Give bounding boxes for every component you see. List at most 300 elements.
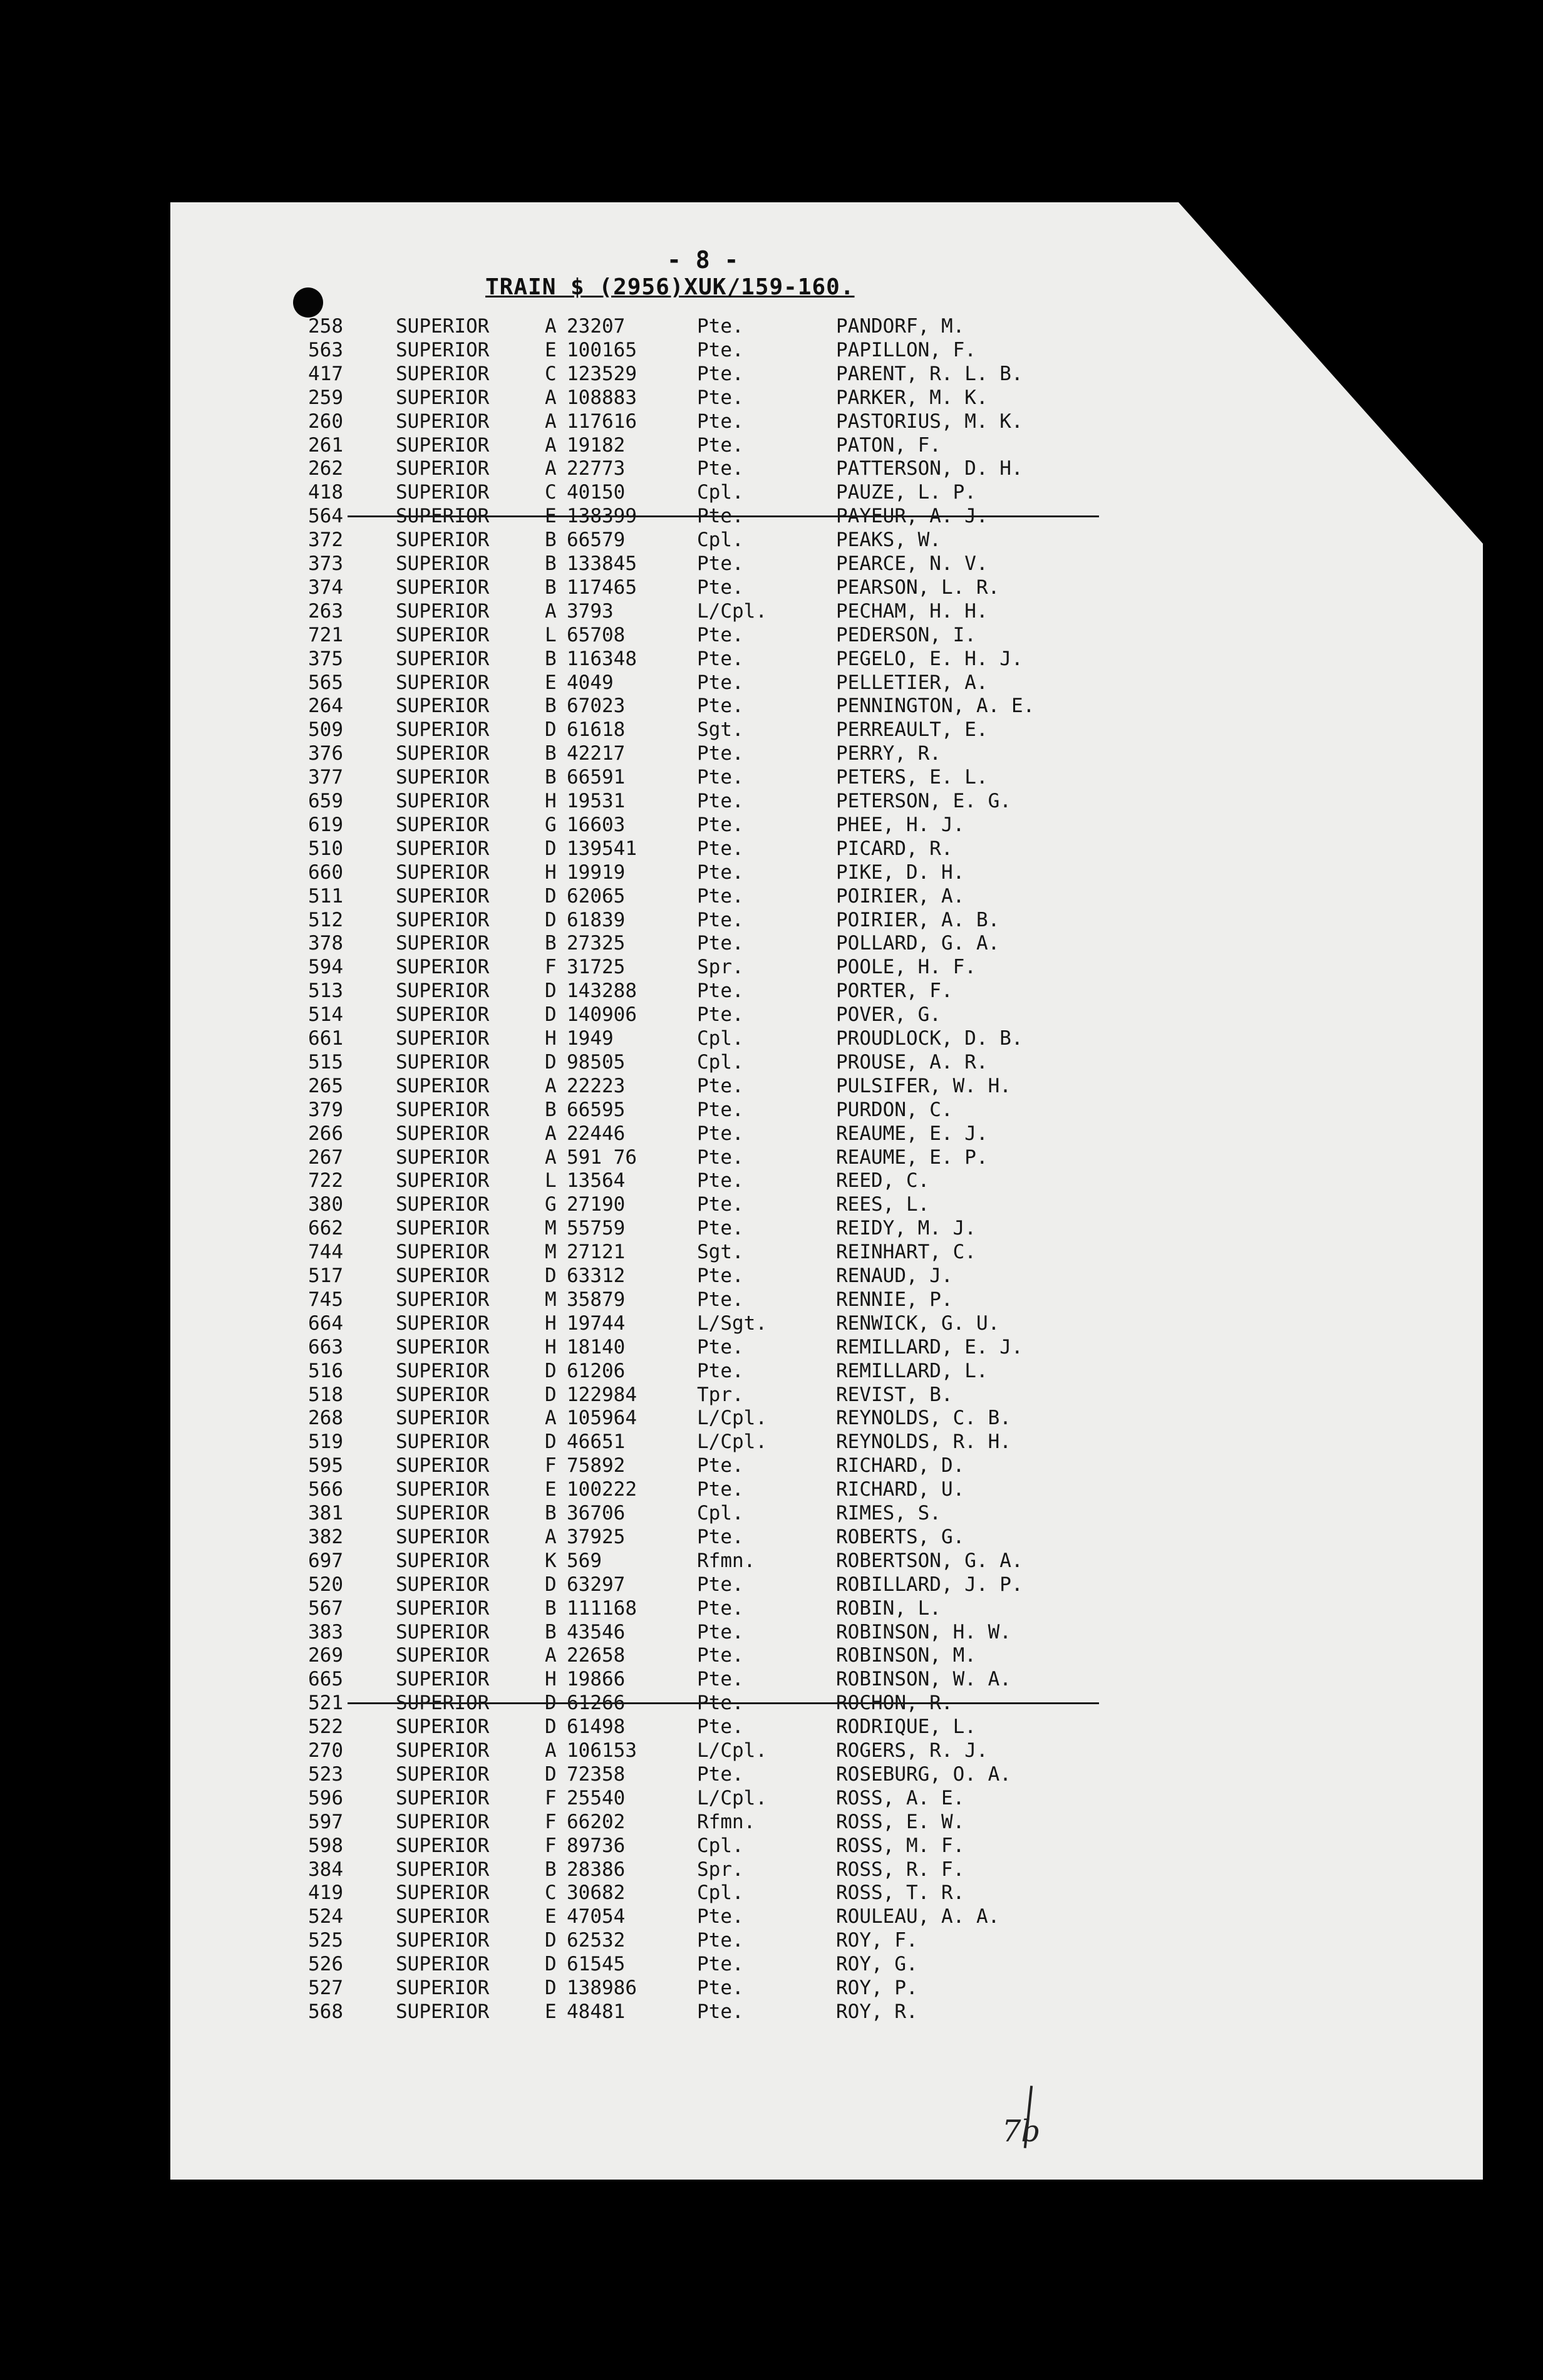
cell-coy: D [545,980,557,1003]
cell-num: 75892 [567,1454,626,1477]
cell-unit: SUPERIOR [396,1098,490,1121]
cell-no: 509 [308,718,343,742]
cell-unit: SUPERIOR [396,1929,490,1952]
cell-num: 122984 [567,1383,637,1406]
cell-no: 262 [308,457,343,480]
cell-rank: Sgt. [697,718,744,742]
cell-rank: Pte. [697,1454,744,1477]
cell-num: 72358 [567,1762,626,1786]
cell-name: PAUZE, L. P. [836,481,976,504]
cell-rank: Pte. [697,1074,744,1097]
cell-name: REED, C. [836,1169,930,1193]
cell-rank: Cpl. [697,1881,744,1905]
cell-no: 523 [308,1762,343,1786]
cell-rank: Pte. [697,647,744,670]
cell-unit: SUPERIOR [396,1620,490,1643]
cell-coy: G [545,1193,557,1216]
cell-unit: SUPERIOR [396,1977,490,1999]
cell-name: PATTERSON, D. H. [836,457,1023,480]
cell-no: 598 [308,1834,343,1857]
cell-unit: SUPERIOR [396,599,490,623]
cell-rank: L/Cpl. [697,599,767,623]
cell-name: PEGELO, E. H. J. [836,647,1023,670]
cell-num: 1949 [567,1027,614,1050]
cell-name: POLLARD, G. A. [836,932,1000,955]
cell-no: 519 [308,1431,343,1454]
cell-coy: F [545,1454,557,1477]
cell-num: 123529 [567,362,637,385]
cell-unit: SUPERIOR [396,410,490,433]
cell-coy: E [545,338,557,361]
cell-num: 27325 [567,932,626,955]
cell-rank: Pte. [697,1929,744,1952]
cell-unit: SUPERIOR [396,1169,490,1193]
cell-num: 569 [567,1549,602,1572]
cell-rank: L/Cpl. [697,1786,767,1809]
cell-no: 264 [308,695,343,718]
cell-no: 595 [308,1454,343,1477]
cell-coy: H [545,1335,557,1358]
cell-rank: Sgt. [697,1241,744,1264]
cell-num: 63297 [567,1573,626,1596]
cell-coy: B [545,1502,557,1524]
cell-coy: B [545,576,557,599]
cell-unit: SUPERIOR [396,1335,490,1358]
cell-rank: Tpr. [697,1383,744,1406]
cell-no: 524 [308,1905,343,1928]
cell-no: 663 [308,1335,343,1358]
cell-coy: M [545,1217,557,1240]
cell-rank: Pte. [697,1169,744,1193]
cell-no: 744 [308,1241,343,1264]
cell-rank: Pte. [697,1573,744,1596]
cell-no: 510 [308,837,343,860]
cell-num: 138399 [567,505,637,528]
cell-name: RICHARD, U. [836,1478,965,1501]
cell-no: 417 [308,362,343,385]
cell-no: 511 [308,884,343,908]
cell-unit: SUPERIOR [396,1193,490,1216]
cell-coy: A [545,433,557,457]
cell-num: 100165 [567,338,637,361]
cell-name: PERRY, R. [836,742,941,765]
cell-no: 384 [308,1858,343,1881]
cell-num: 43546 [567,1620,626,1643]
cell-num: 19744 [567,1312,626,1335]
cell-no: 527 [308,1977,343,1999]
cell-name: PEARCE, N. V. [836,552,988,575]
cell-coy: A [545,410,557,433]
cell-num: 31725 [567,956,626,979]
cell-coy: A [545,1074,557,1097]
cell-no: 260 [308,410,343,433]
cell-num: 67023 [567,695,626,718]
cell-no: 270 [308,1739,343,1762]
cell-unit: SUPERIOR [396,742,490,765]
cell-no: 525 [308,1929,343,1952]
cell-unit: SUPERIOR [396,884,490,908]
cell-unit: SUPERIOR [396,1383,490,1406]
cell-unit: SUPERIOR [396,1050,490,1074]
cell-num: 63312 [567,1265,626,1287]
cell-coy: A [545,599,557,623]
cell-rank: Spr. [697,1858,744,1881]
cell-unit: SUPERIOR [396,576,490,599]
cell-coy: D [545,1383,557,1406]
cell-coy: G [545,813,557,836]
cell-no: 516 [308,1359,343,1382]
cell-rank: Cpl. [697,1027,744,1050]
cell-name: REIDY, M. J. [836,1217,976,1240]
cell-num: 35879 [567,1288,626,1311]
cell-rank: Pte. [697,457,744,480]
cell-coy: D [545,1431,557,1454]
cell-coy: D [545,1692,557,1715]
cell-coy: E [545,505,557,528]
cell-num: 16603 [567,813,626,836]
cell-coy: A [545,1739,557,1762]
cell-unit: SUPERIOR [396,481,490,504]
cell-rank: Pte. [697,980,744,1003]
cell-unit: SUPERIOR [396,457,490,480]
cell-unit: SUPERIOR [396,362,490,385]
cell-unit: SUPERIOR [396,1454,490,1477]
cell-name: PARENT, R. L. B. [836,362,1023,385]
cell-name: ROSEBURG, O. A. [836,1762,1011,1786]
cell-num: 22446 [567,1122,626,1145]
cell-unit: SUPERIOR [396,647,490,670]
cell-unit: SUPERIOR [396,1668,490,1691]
cell-rank: Cpl. [697,1502,744,1524]
cell-name: PROUDLOCK, D. B. [836,1027,1023,1050]
cell-unit: SUPERIOR [396,1027,490,1050]
cell-unit: SUPERIOR [396,932,490,955]
cell-name: ROGERS, R. J. [836,1739,988,1762]
cell-name: PIKE, D. H. [836,861,965,884]
cell-name: PEDERSON, I. [836,623,976,646]
cell-coy: E [545,2000,557,2023]
cell-num: 65708 [567,623,626,646]
cell-name: POIRIER, A. [836,884,965,908]
cell-no: 659 [308,790,343,812]
cell-coy: A [545,315,557,338]
cell-num: 116348 [567,647,637,670]
cell-no: 418 [308,481,343,504]
cell-coy: D [545,837,557,860]
cell-unit: SUPERIOR [396,1407,490,1430]
cell-unit: SUPERIOR [396,695,490,718]
cell-rank: Pte. [697,813,744,836]
cell-coy: C [545,362,557,385]
cell-unit: SUPERIOR [396,956,490,979]
cell-coy: A [545,386,557,409]
cell-rank: Pte. [697,338,744,361]
cell-rank: Pte. [697,1098,744,1121]
cell-unit: SUPERIOR [396,813,490,836]
cell-rank: L/Cpl. [697,1407,767,1430]
cell-unit: SUPERIOR [396,766,490,789]
cell-no: 381 [308,1502,343,1524]
cell-num: 30682 [567,1881,626,1905]
cell-num: 105964 [567,1407,637,1430]
cell-name: PETERSON, E. G. [836,790,1011,812]
cell-num: 117616 [567,410,637,433]
cell-name: PAYEUR, A. J. [836,505,988,528]
cell-no: 522 [308,1715,343,1739]
cell-unit: SUPERIOR [396,1715,490,1739]
cell-rank: Pte. [697,671,744,694]
cell-num: 61266 [567,1692,626,1715]
cell-coy: A [545,1525,557,1548]
cell-no: 563 [308,338,343,361]
cell-num: 22658 [567,1644,626,1667]
cell-name: ROBINSON, H. W. [836,1620,1011,1643]
cell-name: PULSIFER, W. H. [836,1074,1011,1097]
cell-no: 261 [308,433,343,457]
page-number: - 8 - [667,246,739,274]
cell-unit: SUPERIOR [396,1502,490,1524]
cell-coy: B [545,1098,557,1121]
cell-no: 377 [308,766,343,789]
cell-num: 40150 [567,481,626,504]
cell-unit: SUPERIOR [396,1265,490,1287]
cell-rank: Pte. [697,576,744,599]
cell-name: PEAKS, W. [836,529,941,552]
cell-unit: SUPERIOR [396,1074,490,1097]
cell-coy: D [545,1003,557,1027]
cell-rank: L/Cpl. [697,1739,767,1762]
cell-coy: H [545,861,557,884]
cell-coy: A [545,457,557,480]
cell-unit: SUPERIOR [396,837,490,860]
cell-coy: F [545,1834,557,1857]
cell-num: 66591 [567,766,626,789]
cell-unit: SUPERIOR [396,1525,490,1548]
cell-num: 27190 [567,1193,626,1216]
cell-name: REMILLARD, E. J. [836,1335,1023,1358]
cell-no: 269 [308,1644,343,1667]
cell-unit: SUPERIOR [396,1573,490,1596]
cell-rank: Rfmn. [697,1549,756,1572]
punch-hole [293,287,323,318]
cell-name: REYNOLDS, C. B. [836,1407,1011,1430]
cell-name: ROSS, A. E. [836,1786,965,1809]
cell-num: 37925 [567,1525,626,1548]
cell-coy: B [545,1596,557,1620]
cell-num: 47054 [567,1905,626,1928]
cell-no: 564 [308,505,343,528]
cell-rank: Pte. [697,884,744,908]
cell-coy: B [545,742,557,765]
cell-no: 745 [308,1288,343,1311]
cell-coy: D [545,1359,557,1382]
cell-unit: SUPERIOR [396,315,490,338]
cell-rank: Rfmn. [697,1810,756,1833]
cell-no: 259 [308,386,343,409]
cell-no: 513 [308,980,343,1003]
cell-name: POVER, G. [836,1003,941,1027]
cell-name: ROBINSON, W. A. [836,1668,1011,1691]
cell-rank: Pte. [697,552,744,575]
cell-coy: B [545,932,557,955]
cell-num: 66579 [567,529,626,552]
cell-rank: Cpl. [697,1050,744,1074]
cell-rank: Pte. [697,1644,744,1667]
cell-name: RENNIE, P. [836,1288,953,1311]
cell-no: 376 [308,742,343,765]
cell-coy: F [545,956,557,979]
cell-num: 62065 [567,884,626,908]
cell-name: REMILLARD, L. [836,1359,988,1382]
cell-rank: Pte. [697,362,744,385]
cell-no: 512 [308,908,343,931]
cell-num: 139541 [567,837,637,860]
cell-num: 106153 [567,1739,637,1762]
cell-num: 100222 [567,1478,637,1501]
cell-coy: H [545,1312,557,1335]
cell-coy: H [545,790,557,812]
cell-num: 48481 [567,2000,626,2023]
cell-num: 140906 [567,1003,637,1027]
cell-unit: SUPERIOR [396,1858,490,1881]
cell-coy: B [545,695,557,718]
cell-coy: H [545,1668,557,1691]
cell-no: 521 [308,1692,343,1715]
cell-no: 379 [308,1098,343,1121]
cell-coy: B [545,766,557,789]
cell-num: 89736 [567,1834,626,1857]
cell-coy: A [545,1122,557,1145]
cell-num: 22223 [567,1074,626,1097]
cell-coy: A [545,1644,557,1667]
cell-coy: B [545,647,557,670]
cell-name: RENAUD, J. [836,1265,953,1287]
cell-no: 619 [308,813,343,836]
cell-rank: Pte. [697,1715,744,1739]
cell-no: 566 [308,1478,343,1501]
cell-unit: SUPERIOR [396,1549,490,1572]
cell-rank: Pte. [697,1288,744,1311]
document-page [170,202,1483,2180]
cell-unit: SUPERIOR [396,505,490,528]
cell-coy: L [545,1169,557,1193]
cell-no: 518 [308,1383,343,1406]
cell-unit: SUPERIOR [396,1881,490,1905]
cell-name: RIMES, S. [836,1502,941,1524]
cell-num: 62532 [567,1929,626,1952]
cell-rank: Pte. [697,861,744,884]
cell-unit: SUPERIOR [396,671,490,694]
cell-no: 665 [308,1668,343,1691]
cell-no: 597 [308,1810,343,1833]
cell-unit: SUPERIOR [396,433,490,457]
cell-num: 66202 [567,1810,626,1833]
cell-no: 520 [308,1573,343,1596]
cell-no: 375 [308,647,343,670]
cell-num: 61206 [567,1359,626,1382]
cell-name: PURDON, C. [836,1098,953,1121]
cell-name: PORTER, F. [836,980,953,1003]
cell-name: ROBERTS, G. [836,1525,965,1548]
cell-name: PROUSE, A. R. [836,1050,988,1074]
cell-num: 143288 [567,980,637,1003]
margin-note: 7b [1002,2114,1041,2149]
cell-name: PATON, F. [836,433,941,457]
cell-rank: Pte. [697,505,744,528]
cell-no: 515 [308,1050,343,1074]
cell-coy: M [545,1241,557,1264]
cell-coy: L [545,623,557,646]
cell-rank: Pte. [697,1525,744,1548]
cell-num: 4049 [567,671,614,694]
cell-no: 373 [308,552,343,575]
cell-num: 19919 [567,861,626,884]
cell-unit: SUPERIOR [396,980,490,1003]
cell-coy: D [545,1929,557,1952]
cell-rank: Pte. [697,410,744,433]
cell-no: 267 [308,1146,343,1169]
cell-unit: SUPERIOR [396,1003,490,1027]
cell-unit: SUPERIOR [396,1762,490,1786]
cell-unit: SUPERIOR [396,1692,490,1715]
cell-name: REINHART, C. [836,1241,976,1264]
cell-coy: D [545,908,557,931]
cell-name: ROY, P. [836,1977,918,1999]
cell-rank: Pte. [697,1265,744,1287]
cell-num: 25540 [567,1786,626,1809]
cell-unit: SUPERIOR [396,338,490,361]
cell-name: REVIST, B. [836,1383,953,1406]
cell-name: POOLE, H. F. [836,956,976,979]
cell-coy: M [545,1288,557,1311]
cell-coy: D [545,1762,557,1786]
cell-no: 661 [308,1027,343,1050]
cell-rank: Spr. [697,956,744,979]
cell-rank: Pte. [697,1193,744,1216]
cell-rank: Pte. [697,837,744,860]
cell-no: 266 [308,1122,343,1145]
cell-name: PERREAULT, E. [836,718,988,742]
cell-coy: K [545,1549,557,1572]
cell-no: 567 [308,1596,343,1620]
cell-rank: Pte. [697,386,744,409]
cell-unit: SUPERIOR [396,386,490,409]
cell-num: 108883 [567,386,637,409]
cell-no: 419 [308,1881,343,1905]
cell-coy: A [545,1146,557,1169]
cell-coy: D [545,1953,557,1976]
cell-num: 19531 [567,790,626,812]
train-header: TRAIN $ (2956)XUK/159-160. [485,274,855,300]
cell-name: ROBIN, L. [836,1596,941,1620]
cell-rank: Cpl. [697,1834,744,1857]
cell-unit: SUPERIOR [396,1596,490,1620]
cell-no: 382 [308,1525,343,1548]
cell-num: 27121 [567,1241,626,1264]
cell-unit: SUPERIOR [396,1288,490,1311]
cell-rank: Pte. [697,1953,744,1976]
cell-coy: E [545,1478,557,1501]
cell-name: PEARSON, L. R. [836,576,1000,599]
cell-rank: Pte. [697,623,744,646]
cell-num: 46651 [567,1431,626,1454]
cell-unit: SUPERIOR [396,1359,490,1382]
cell-unit: SUPERIOR [396,1810,490,1833]
cell-num: 61545 [567,1953,626,1976]
cell-unit: SUPERIOR [396,2000,490,2023]
cell-unit: SUPERIOR [396,1431,490,1454]
cell-rank: Pte. [697,766,744,789]
